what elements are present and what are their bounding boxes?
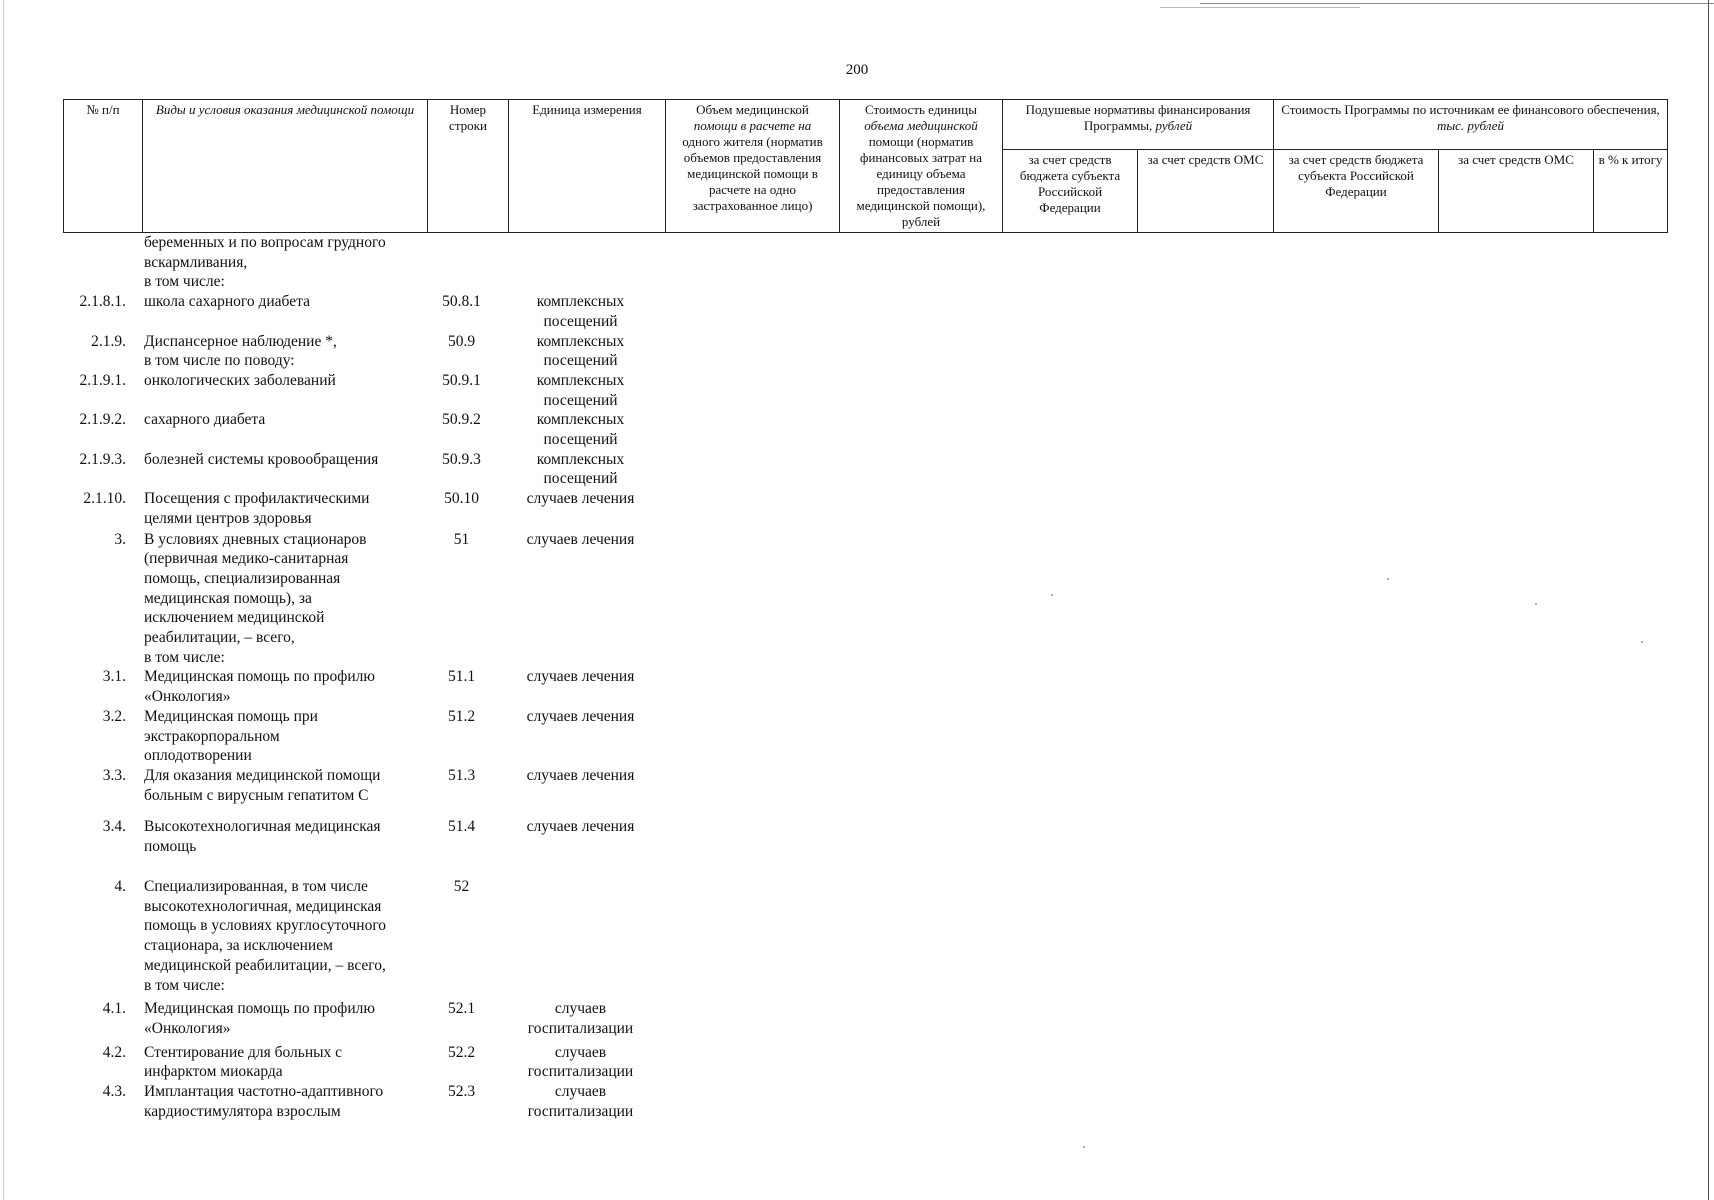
row-number: 2.1.10. — [83, 490, 126, 508]
row-name: Посещения с профилактическими целями центров здоровья — [144, 490, 370, 527]
row-name: Специализированная, в том числе высокотехнологичная, медицинская помощь в условиях круглосуточного стационара, за исключением медицинской реабилитации, – всего, в том числе: — [144, 877, 387, 994]
row-line: 51.3 — [447, 766, 476, 784]
scan-speck — [1641, 641, 1643, 643]
row-name: болезней системы кровообращения — [144, 450, 379, 468]
scan-edge-top — [1200, 3, 1714, 4]
header-percapita-budget: за счет средств бюджета субъекта Российской Федерации — [1003, 150, 1138, 233]
row-name: Медицинская помощь по профилю «Онкология» — [144, 1000, 375, 1037]
header-unit-cost: Стоимость единицы объема медицинской помощи (норматив финансовых затрат на единицу объема предоставления медицинской помощи), рублей — [840, 100, 1003, 233]
table-row — [63, 292, 659, 331]
row-unit: случаев госпитализации — [527, 1000, 634, 1037]
row-name: Медицинская помощь по профилю «Онкология» — [144, 668, 375, 706]
table-row — [63, 877, 659, 995]
row-unit: случаев госпитализации — [527, 1043, 634, 1081]
row-unit: комплексных посещений — [536, 332, 625, 370]
row-number: 3.1. — [102, 668, 126, 686]
header-percapita-oms: за счет средств ОМС — [1138, 150, 1274, 233]
table-row — [63, 410, 659, 449]
row-name: сахарного диабета — [144, 411, 266, 429]
header-number: № п/п — [64, 100, 143, 233]
row-number: 4.1. — [102, 1000, 126, 1018]
table-row — [63, 1043, 659, 1082]
row-unit: случаев лечения — [526, 817, 635, 835]
header-cost-oms: за счет средств ОМС — [1439, 150, 1594, 233]
row-line: 52.3 — [447, 1083, 476, 1101]
row-unit: комплексных посещений — [536, 450, 625, 488]
row-name: Имплантация частотно-адаптивного кардиостимулятора взрослым — [144, 1083, 384, 1120]
row-line: 52.1 — [447, 1000, 476, 1018]
row-line: 50.9.3 — [442, 450, 481, 468]
row-unit: комплексных посещений — [536, 293, 625, 330]
scan-edge-left — [3, 0, 4, 1200]
scan-speck — [1051, 594, 1053, 596]
header-group-program-cost: Стоимость Программы по источникам ее финансового обеспечения, тыс. рублей — [1274, 100, 1668, 150]
row-unit: случаев лечения — [526, 530, 635, 548]
row-number: 3.2. — [102, 707, 126, 725]
row-line: 50.8.1 — [442, 293, 481, 311]
row-unit: случаев лечения — [526, 766, 635, 784]
row-unit: случаев лечения — [526, 490, 635, 508]
table-row — [63, 1082, 659, 1121]
row-name: Стентирование для больных с инфарктом миокарда — [144, 1043, 343, 1081]
row-name: онкологических заболеваний — [144, 371, 336, 389]
row-line: 50.10 — [444, 490, 479, 508]
row-line: 52 — [453, 877, 470, 895]
row-name: Для оказания медицинской помощи больным с вирусным гепатитом С — [144, 766, 381, 804]
row-number: 2.1.8.1. — [79, 293, 126, 311]
header-group-percapita: Подушевые нормативы финансирования Программы, рублей — [1003, 100, 1274, 150]
row-line: 50.9.2 — [442, 411, 481, 429]
row-line: 51.4 — [447, 817, 476, 835]
row-number: 2.1.9.3. — [79, 450, 126, 468]
row-name: беременных и по вопросам грудного вскармливания, в том числе: — [144, 234, 386, 291]
table-row — [63, 371, 659, 410]
header-kind: Виды и условия оказания медицинской помощи — [143, 100, 428, 233]
row-line: 50.9.1 — [442, 371, 481, 389]
table-row — [63, 332, 659, 371]
scan-speck — [1535, 603, 1537, 605]
header-cost-percent: в % к итогу — [1594, 150, 1668, 233]
header-cost-budget: за счет средств бюджета субъекта Российской Федерации — [1274, 150, 1439, 233]
row-number: 3. — [114, 530, 126, 548]
row-number: 3.3. — [102, 766, 126, 784]
header-unit: Единица измерения — [509, 100, 666, 233]
scan-speck — [1083, 1146, 1085, 1148]
row-name: школа сахарного диабета — [144, 293, 310, 311]
row-line: 52.2 — [447, 1043, 476, 1061]
row-line: 51.1 — [447, 668, 476, 686]
header-line: Номер строки — [428, 100, 509, 233]
table-row — [63, 667, 659, 706]
row-line: 51 — [453, 530, 470, 548]
row-number: 2.1.9.1. — [79, 371, 126, 389]
row-number: 3.4. — [102, 817, 126, 835]
row-line: 50.9 — [447, 332, 476, 350]
row-number: 4.2. — [102, 1043, 126, 1061]
table-row — [63, 489, 659, 528]
table-row — [63, 817, 659, 877]
row-unit: комплексных посещений — [536, 411, 625, 449]
scan-edge-right — [1708, 0, 1709, 1200]
header-volume: Объем медицинской помощи в расчете на одного жителя (норматив объемов предоставления медицинской помощи в расчете на одно застрахованное лицо) — [666, 100, 840, 233]
row-number: 2.1.9. — [91, 332, 126, 350]
table-row — [63, 999, 659, 1038]
scan-speck — [1387, 578, 1389, 580]
row-name: В условиях дневных стационаров (первичная медико-санитарная помощь, специализированная медицинская помощь), за исключением медицинской реабилитации, – всего, в том числе: — [144, 530, 367, 666]
table-row — [63, 450, 659, 489]
row-number: 4. — [114, 877, 126, 895]
row-number: 4.3. — [102, 1083, 126, 1101]
row-unit: комплексных посещений — [536, 371, 625, 409]
row-line: 51.2 — [447, 707, 476, 725]
row-name: Диспансерное наблюдение *, в том числе по поводу: — [144, 332, 337, 370]
row-unit: случаев лечения — [526, 707, 635, 725]
table-header — [63, 99, 1668, 233]
row-unit: случаев лечения — [526, 668, 635, 686]
table-body — [63, 233, 659, 1121]
scan-edge-top-2 — [1160, 7, 1360, 8]
row-number: 2.1.9.2. — [79, 411, 126, 429]
row-name: Медицинская помощь при экстракорпоральном оплодотворении — [144, 707, 318, 765]
table-row — [63, 707, 659, 766]
row-name: Высокотехнологичная медицинская помощь — [144, 817, 381, 855]
table-row — [63, 766, 659, 817]
table-row — [63, 233, 659, 292]
table-row — [63, 530, 659, 668]
row-unit: случаев госпитализации — [527, 1083, 634, 1120]
page-number: 200 — [845, 62, 869, 78]
